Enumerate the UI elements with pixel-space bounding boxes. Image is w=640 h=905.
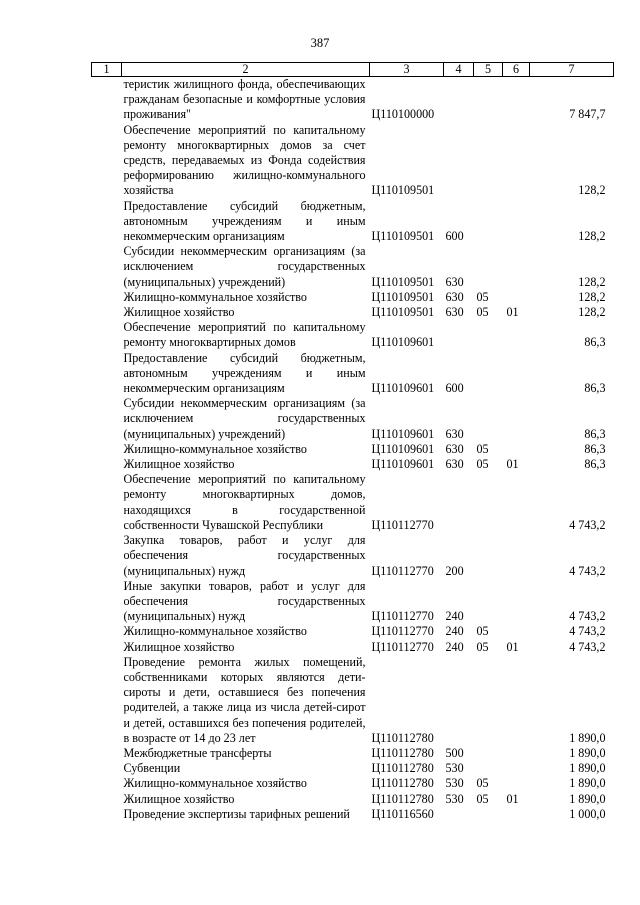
row-number-cell [92, 807, 122, 822]
row-number-cell [92, 746, 122, 761]
row-name-cell: Субвенции [123, 761, 181, 776]
table-row [92, 244, 614, 290]
row-section-cell: 05 [476, 624, 489, 639]
row-name-cell: теристик жилищного фонда, обеспечивающих гражданам безопасные и комфортные условия проживания" [123, 77, 366, 122]
row-section-cell [474, 244, 503, 290]
row-code-cell: Ц110112770 [371, 609, 434, 624]
table-row [92, 351, 614, 397]
row-expense-type-cell: 240 [445, 639, 464, 654]
row-amount-cell: 4 743,2 [569, 609, 606, 624]
table-row [92, 624, 614, 639]
row-subsection-cell [503, 776, 530, 791]
row-expense-type-cell: 530 [445, 776, 464, 791]
table-row [92, 290, 614, 305]
row-section-cell: 05 [476, 776, 489, 791]
row-section-cell [474, 123, 503, 199]
table-row [92, 457, 614, 472]
table-row [92, 472, 614, 533]
row-expense-type-cell: 240 [445, 609, 464, 624]
row-expense-type-cell: 600 [445, 381, 464, 396]
row-expense-type-cell [444, 77, 474, 123]
row-section-cell [474, 472, 503, 533]
table-body [92, 77, 614, 822]
row-expense-type-cell: 500 [445, 745, 464, 760]
row-amount-cell: 4 743,2 [569, 517, 606, 532]
row-name-cell: Субсидии некоммерческим организациям (за исключением государственных (муниципальных) учреждений) [123, 244, 366, 289]
row-subsection-cell: 01 [506, 457, 519, 472]
row-number-cell [92, 792, 122, 807]
row-code-cell: Ц110109501 [371, 289, 435, 304]
row-subsection-cell: 01 [506, 305, 519, 320]
row-name-cell: Жилищно-коммунальное хозяйство [123, 441, 307, 456]
row-amount-cell: 86,3 [584, 426, 606, 441]
table-row [92, 533, 614, 579]
page-number: 387 [310, 36, 330, 50]
header-col-1: 1 [92, 63, 122, 77]
row-subsection-cell [503, 396, 530, 442]
row-amount-cell: 4 743,2 [569, 639, 606, 654]
row-expense-type-cell: 240 [445, 624, 464, 639]
row-name-cell: Обеспечение мероприятий по капитальному ремонту многоквартирных домов, находящихся в государственной собственности Чувашской Республики [123, 472, 366, 532]
row-number-cell [92, 624, 122, 639]
row-subsection-cell [503, 244, 530, 290]
table-row [92, 442, 614, 457]
row-expense-type-cell: 630 [445, 426, 464, 441]
row-code-cell: Ц110109601 [371, 426, 435, 441]
row-code-cell: Ц110112780 [371, 761, 434, 776]
row-number-cell [92, 351, 122, 397]
row-section-cell: 05 [476, 289, 489, 304]
budget-table [91, 62, 614, 822]
row-subsection-cell: 01 [506, 639, 519, 654]
table-header [92, 63, 614, 77]
row-expense-type-cell: 630 [445, 305, 464, 320]
row-section-cell [474, 655, 503, 746]
row-code-cell: Ц110112770 [371, 517, 434, 532]
row-amount-cell: 1 890,0 [569, 761, 606, 776]
row-subsection-cell [503, 472, 530, 533]
table-row [92, 761, 614, 776]
row-amount-cell: 1 890,0 [569, 730, 606, 745]
row-section-cell [474, 351, 503, 397]
table-row [92, 396, 614, 442]
row-number-cell [92, 640, 122, 655]
table-row [92, 640, 614, 655]
row-number-cell [92, 472, 122, 533]
row-number-cell [92, 396, 122, 442]
header-col-5: 5 [474, 63, 503, 77]
row-number-cell [92, 533, 122, 579]
row-number-cell [92, 776, 122, 791]
table-row [92, 77, 614, 123]
header-col-2: 2 [122, 63, 370, 77]
row-subsection-cell [503, 807, 530, 822]
row-code-cell: Ц110112770 [371, 624, 434, 639]
row-code-cell: Ц110109601 [371, 335, 435, 350]
row-name-cell: Жилищное хозяйство [123, 791, 235, 806]
row-expense-type-cell [444, 807, 474, 822]
row-expense-type-cell: 630 [445, 441, 464, 456]
row-code-cell: Ц110109501 [371, 229, 435, 244]
row-code-cell: Ц110109601 [371, 441, 435, 456]
row-expense-type-cell: 200 [445, 563, 464, 578]
row-number-cell [92, 457, 122, 472]
row-amount-cell: 1 890,0 [569, 791, 606, 806]
row-number-cell [92, 290, 122, 305]
row-amount-cell: 128,2 [578, 305, 606, 320]
row-name-cell: Жилищно-коммунальное хозяйство [123, 289, 307, 304]
row-expense-type-cell [444, 320, 474, 350]
row-code-cell: Ц110100000 [371, 107, 435, 122]
row-code-cell: Ц110109501 [371, 305, 435, 320]
row-amount-cell: 86,3 [584, 457, 606, 472]
header-col-6: 6 [503, 63, 530, 77]
row-amount-cell: 4 743,2 [569, 563, 606, 578]
table-row [92, 305, 614, 320]
row-code-cell: Ц110109601 [371, 457, 435, 472]
row-number-cell [92, 199, 122, 245]
row-code-cell: Ц110109501 [371, 274, 435, 289]
row-section-cell [474, 199, 503, 245]
row-section-cell: 05 [476, 639, 489, 654]
row-code-cell: Ц110109601 [371, 381, 435, 396]
row-section-cell [474, 533, 503, 579]
table-row [92, 655, 614, 746]
row-subsection-cell [503, 351, 530, 397]
row-code-cell: Ц110112780 [371, 730, 434, 745]
row-name-cell: Предоставление субсидий бюджетным, автономным учреждениям и иным некоммерческим организациям [123, 350, 366, 396]
row-subsection-cell [503, 199, 530, 245]
row-amount-cell: 4 743,2 [569, 624, 606, 639]
row-expense-type-cell: 600 [445, 229, 464, 244]
row-name-cell: Жилищное хозяйство [123, 305, 235, 320]
row-number-cell [92, 244, 122, 290]
row-number-cell [92, 761, 122, 776]
row-expense-type-cell: 630 [445, 289, 464, 304]
header-row [92, 63, 614, 77]
row-code-cell: Ц110112770 [371, 639, 434, 654]
row-subsection-cell [503, 579, 530, 625]
row-name-cell: Проведение ремонта жилых помещений, собственниками которых являются дети-сироты и дети, оставшиеся без попечения родителей, а также лица из числа детей-сирот и детей, оставшихся без попечения родителей, в возрасте от 14 до 23 лет [123, 654, 366, 745]
row-code-cell: Ц110112770 [371, 563, 434, 578]
row-expense-type-cell: 630 [445, 274, 464, 289]
row-section-cell [474, 579, 503, 625]
row-code-cell: Ц110112780 [371, 745, 434, 760]
row-amount-cell: 128,2 [578, 289, 606, 304]
table-row [92, 579, 614, 625]
row-name-cell: Межбюджетные трансферты [123, 745, 272, 760]
row-section-cell [474, 807, 503, 822]
header-col-4: 4 [444, 63, 474, 77]
row-amount-cell: 128,2 [578, 183, 606, 198]
row-code-cell: Ц110116560 [371, 806, 434, 821]
row-subsection-cell [503, 533, 530, 579]
row-code-cell: Ц110109501 [371, 183, 435, 198]
header-col-7: 7 [530, 63, 614, 77]
row-number-cell [92, 123, 122, 199]
row-number-cell [92, 320, 122, 350]
row-amount-cell: 86,3 [584, 335, 606, 350]
row-number-cell [92, 77, 122, 123]
row-name-cell: Обеспечение мероприятий по капитальному ремонту многоквартирных домов [123, 320, 366, 350]
row-code-cell: Ц110112780 [371, 791, 434, 806]
row-subsection-cell [503, 320, 530, 350]
row-section-cell: 05 [476, 305, 489, 320]
header-col-3: 3 [370, 63, 444, 77]
row-section-cell: 05 [476, 791, 489, 806]
table-row [92, 199, 614, 245]
row-expense-type-cell [444, 472, 474, 533]
table-row [92, 320, 614, 350]
table-row [92, 807, 614, 822]
row-expense-type-cell: 630 [445, 457, 464, 472]
row-subsection-cell: 01 [506, 791, 519, 806]
row-number-cell [92, 655, 122, 746]
row-number-cell [92, 305, 122, 320]
row-expense-type-cell [444, 123, 474, 199]
table-row [92, 123, 614, 199]
row-amount-cell: 1 890,0 [569, 776, 606, 791]
table-row [92, 746, 614, 761]
row-expense-type-cell [444, 655, 474, 746]
table-row [92, 776, 614, 791]
row-name-cell: Предоставление субсидий бюджетным, автономным учреждениям и иным некоммерческим организациям [123, 198, 366, 244]
row-section-cell [474, 320, 503, 350]
row-amount-cell: 1 890,0 [569, 745, 606, 760]
row-section-cell: 05 [476, 457, 489, 472]
row-name-cell: Жилищное хозяйство [123, 639, 235, 654]
row-section-cell [474, 761, 503, 776]
row-amount-cell: 128,2 [578, 229, 606, 244]
row-subsection-cell [503, 77, 530, 123]
row-section-cell: 05 [476, 441, 489, 456]
row-section-cell [474, 746, 503, 761]
table-row [92, 792, 614, 807]
row-amount-cell: 1 000,0 [569, 806, 606, 821]
row-expense-type-cell: 530 [445, 761, 464, 776]
row-name-cell: Субсидии некоммерческим организациям (за исключением государственных (муниципальных) учреждений) [123, 396, 366, 441]
row-name-cell: Иные закупки товаров, работ и услуг для обеспечения государственных (муниципальных) нужд [123, 578, 366, 624]
row-code-cell: Ц110112780 [371, 776, 434, 791]
row-subsection-cell [503, 624, 530, 639]
row-name-cell: Жилищное хозяйство [123, 457, 235, 472]
row-subsection-cell [503, 761, 530, 776]
row-amount-cell: 7 847,7 [569, 107, 606, 122]
row-name-cell: Жилищно-коммунальное хозяйство [123, 624, 307, 639]
row-number-cell [92, 442, 122, 457]
row-amount-cell: 128,2 [578, 274, 606, 289]
row-subsection-cell [503, 442, 530, 457]
row-subsection-cell [503, 655, 530, 746]
row-subsection-cell [503, 746, 530, 761]
row-section-cell [474, 396, 503, 442]
row-subsection-cell [503, 123, 530, 199]
row-name-cell: Обеспечение мероприятий по капитальному ремонту многоквартирных домов за счет средств, передаваемых из Фонда содействия реформированию жилищно-коммунального хозяйства [123, 122, 366, 198]
row-name-cell: Жилищно-коммунальное хозяйство [123, 776, 307, 791]
row-number-cell [92, 579, 122, 625]
row-amount-cell: 86,3 [584, 441, 606, 456]
row-name-cell: Проведение экспертизы тарифных решений [123, 806, 350, 821]
row-subsection-cell [503, 290, 530, 305]
row-amount-cell: 86,3 [584, 381, 606, 396]
row-section-cell [474, 77, 503, 123]
row-expense-type-cell: 530 [445, 791, 464, 806]
row-name-cell: Закупка товаров, работ и услуг для обеспечения государственных (муниципальных) нужд [123, 533, 366, 578]
